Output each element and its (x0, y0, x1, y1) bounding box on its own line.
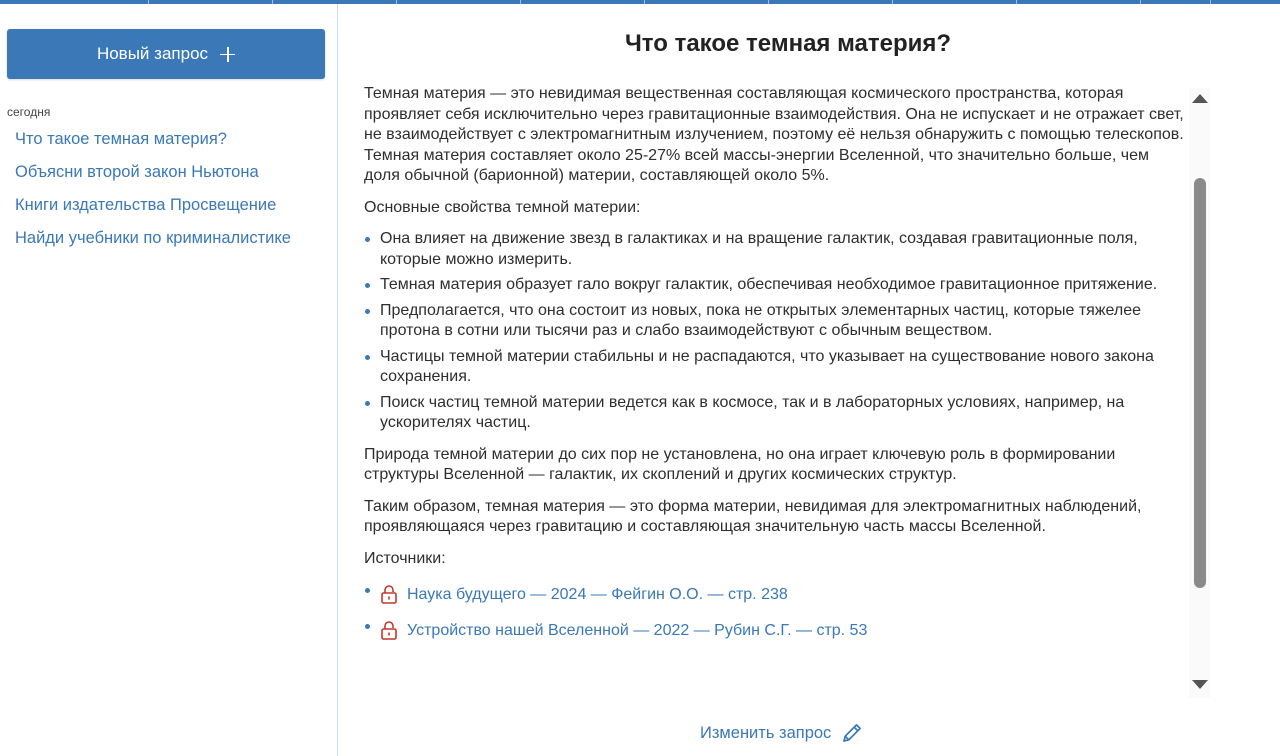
pencil-icon (841, 722, 863, 744)
source-item (364, 616, 1189, 647)
new-request-label: Новый запрос (96, 44, 209, 63)
list-item: Частицы темной материи стабильны и не распадаются, что указывает на существование нового закона сохранения. (364, 347, 1189, 388)
sources-heading: Источники: (364, 549, 446, 567)
lock-icon (380, 584, 398, 604)
scrollbar-thumb[interactable] (1194, 178, 1206, 588)
edit-query-button[interactable] (700, 722, 863, 744)
source-link[interactable]: Наука будущего — 2024 — Фейгин О.О. — стр. 238 (407, 586, 788, 604)
list-item: Предполагается, что она состоит из новых, пока не открытых элементарных частиц, которые тяжелее протона в сотни или тысячи раз и слабо взаимодействуют с обычным веществом. (364, 301, 1189, 342)
plus-icon (220, 47, 235, 62)
sources-list (364, 580, 1189, 647)
properties-heading: Основные свойства темной материи: (364, 198, 641, 216)
history-item[interactable]: Книги издательства Просвещение (15, 196, 277, 214)
list-item: Она влияет на движение звезд в галактиках и на вращение галактик, создавая гравитационные поля, которые можно измерить. (364, 229, 1189, 270)
source-link[interactable]: Устройство нашей Вселенной — 2022 — Рубин С.Г. — стр. 53 (407, 622, 868, 640)
list-item: Темная материя образует гало вокруг галактик, обеспечивая необходимое гравитационное притяжение. (364, 275, 1189, 296)
nature-paragraph: Природа темной материи до сих пор не установлена, но она играет ключевую роль в формировании структуры Вселенной — галактик, их скоплений и других космических структур. (364, 445, 1116, 483)
content-scrollbar[interactable] (1189, 88, 1210, 698)
lock-icon (380, 620, 398, 640)
new-request-button[interactable] (7, 29, 325, 79)
main-panel (339, 4, 1280, 756)
answer-content[interactable] (364, 84, 1189, 696)
intro-paragraph: Темная материя — это невидимая вещественная составляющая космического пространства, которая проявляет себя исключительно через гравитационные взаимодействия. Она не испускает и не отражает свет, не взаимодействует с электромагнитным излучением, поэтому её нельзя обнаружить с помощью телескопов. Темная материя составляет около 25-27% всей массы-энергии Вселенной, что значительно больше, чем доля обычной (барионной) материи, составляющей около 5%. (364, 85, 1184, 184)
summary-paragraph: Таким образом, темная материя — это форма материи, невидимая для электромагнитных наблюдений, проявляющаяся через гравитацию и составляющая значительную часть массы Вселенной. (364, 497, 1142, 535)
page-title: Что такое темная материя? (624, 30, 952, 57)
edit-query-label: Изменить запрос (700, 723, 832, 742)
source-item (364, 580, 1189, 611)
list-item: Поиск частиц темной материи ведется как в космосе, так и в лабораторных условиях, например, на ускорителях частиц. (364, 393, 1189, 434)
history-item[interactable]: Что такое темная материя? (15, 130, 227, 148)
history-item[interactable]: Объясни второй закон Ньютона (15, 163, 259, 181)
history-list (15, 128, 315, 260)
scroll-down-arrow-icon[interactable] (1192, 680, 1208, 689)
history-section-label: сегодня (7, 105, 51, 119)
properties-list (364, 229, 1189, 434)
scroll-up-arrow-icon[interactable] (1192, 94, 1208, 103)
sidebar (0, 4, 338, 756)
history-item[interactable]: Найди учебники по криминалистике (15, 229, 291, 247)
